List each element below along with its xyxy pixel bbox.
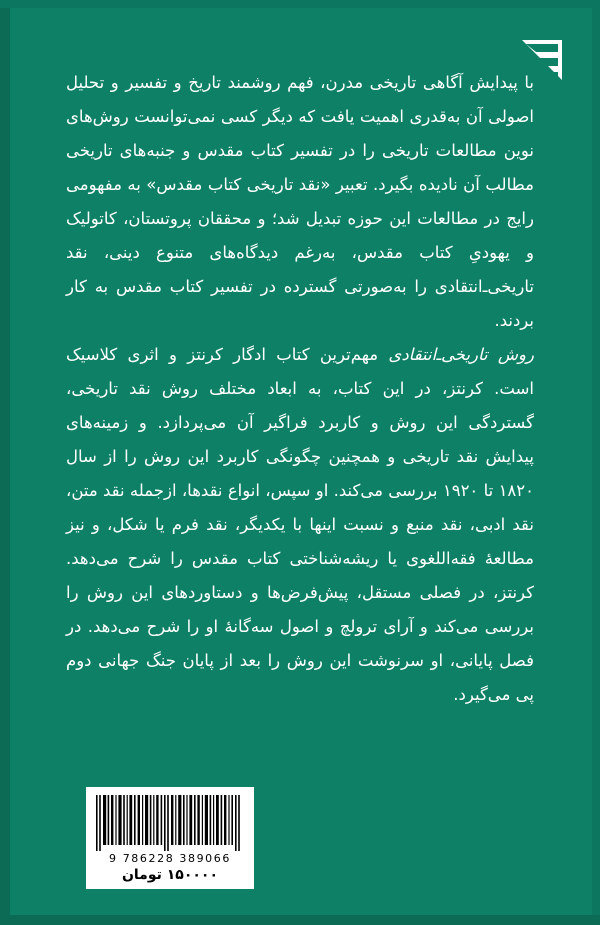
- barcode-number: 9 786228 389066: [109, 852, 231, 865]
- barcode-block: [86, 787, 254, 889]
- right-edge: [592, 0, 600, 925]
- bottom-edge: [0, 915, 600, 925]
- blurb-paragraph-2-body: مهم‌ترین کتاب ادگار کرنتز و اثری کلاسیک است. کرنتز، در این کتاب، به ابعاد مختلف روش نقد تاریخی، گستردگی این روش و کاربرد فراگیر آن می‌پردازد. و زمینه‌های پیدایش نقد تاریخی و همچنین چگونگی کاربرد این روش را از سال ۱۸۲۰ تا ۱۹۲۰ بررسی می‌کند. او سپس، انواع نقدها، ازجمله نقد متن، نقد ادبی، نقد منبع و نسبت اینها با یکدیگر، نقد فرم یا شکل، و نیز مطالعهٔ فقه‌اللغوی یا ریشه‌شناختی کتاب مقدس را شرح می‌دهد. کرنتز، در فصلی مستقل، پیش‌فرض‌ها و دستاوردهای این روش را بررسی می‌کند و آرای ترولچ و اصول سه‌گانهٔ او را شرح می‌دهد. در فصل پایانی، او سرنوشت این روش را بعد از پایان جنگ جهانی دوم پی می‌گیرد.: [66, 345, 535, 704]
- blurb-paragraph-1: با پیدایش آگاهی تاریخی مدرن، فهم روشمند تاریخ و تفسیر و تحلیل اصولی آن به‌قدری اهمیت یافت که دیگر کسی نمی‌توانست روش‌های نوین مطالعات تاریخی را در تفسیر کتاب مقدس و جنبه‌های تاریخی مطالب آن نادیده بگیرد. تعبیر «نقد تاریخی کتاب مقدس» به مفهومی رایج در مطالعات این حوزه تبدیل شد؛ و محققان پروتستان، کاتولیک و یهودیِ کتاب مقدس، به‌رغم دیدگاه‌های متنوع دینی، نقد تاریخی‌ـ‌انتقادی را به‌صورتی گسترده در تفسیر کتاب مقدس به کار بردند.: [66, 73, 534, 330]
- barcode-image: [94, 795, 246, 851]
- top-edge: [0, 0, 600, 8]
- blurb-book-title: روش تاریخی‌ـ‌انتقادی: [388, 345, 534, 364]
- blurb-paragraph-2: [66, 338, 534, 712]
- back-cover-blurb: [66, 66, 534, 712]
- price-label: ۱۵۰۰۰۰ تومان: [121, 867, 219, 883]
- spine-edge: [0, 0, 10, 925]
